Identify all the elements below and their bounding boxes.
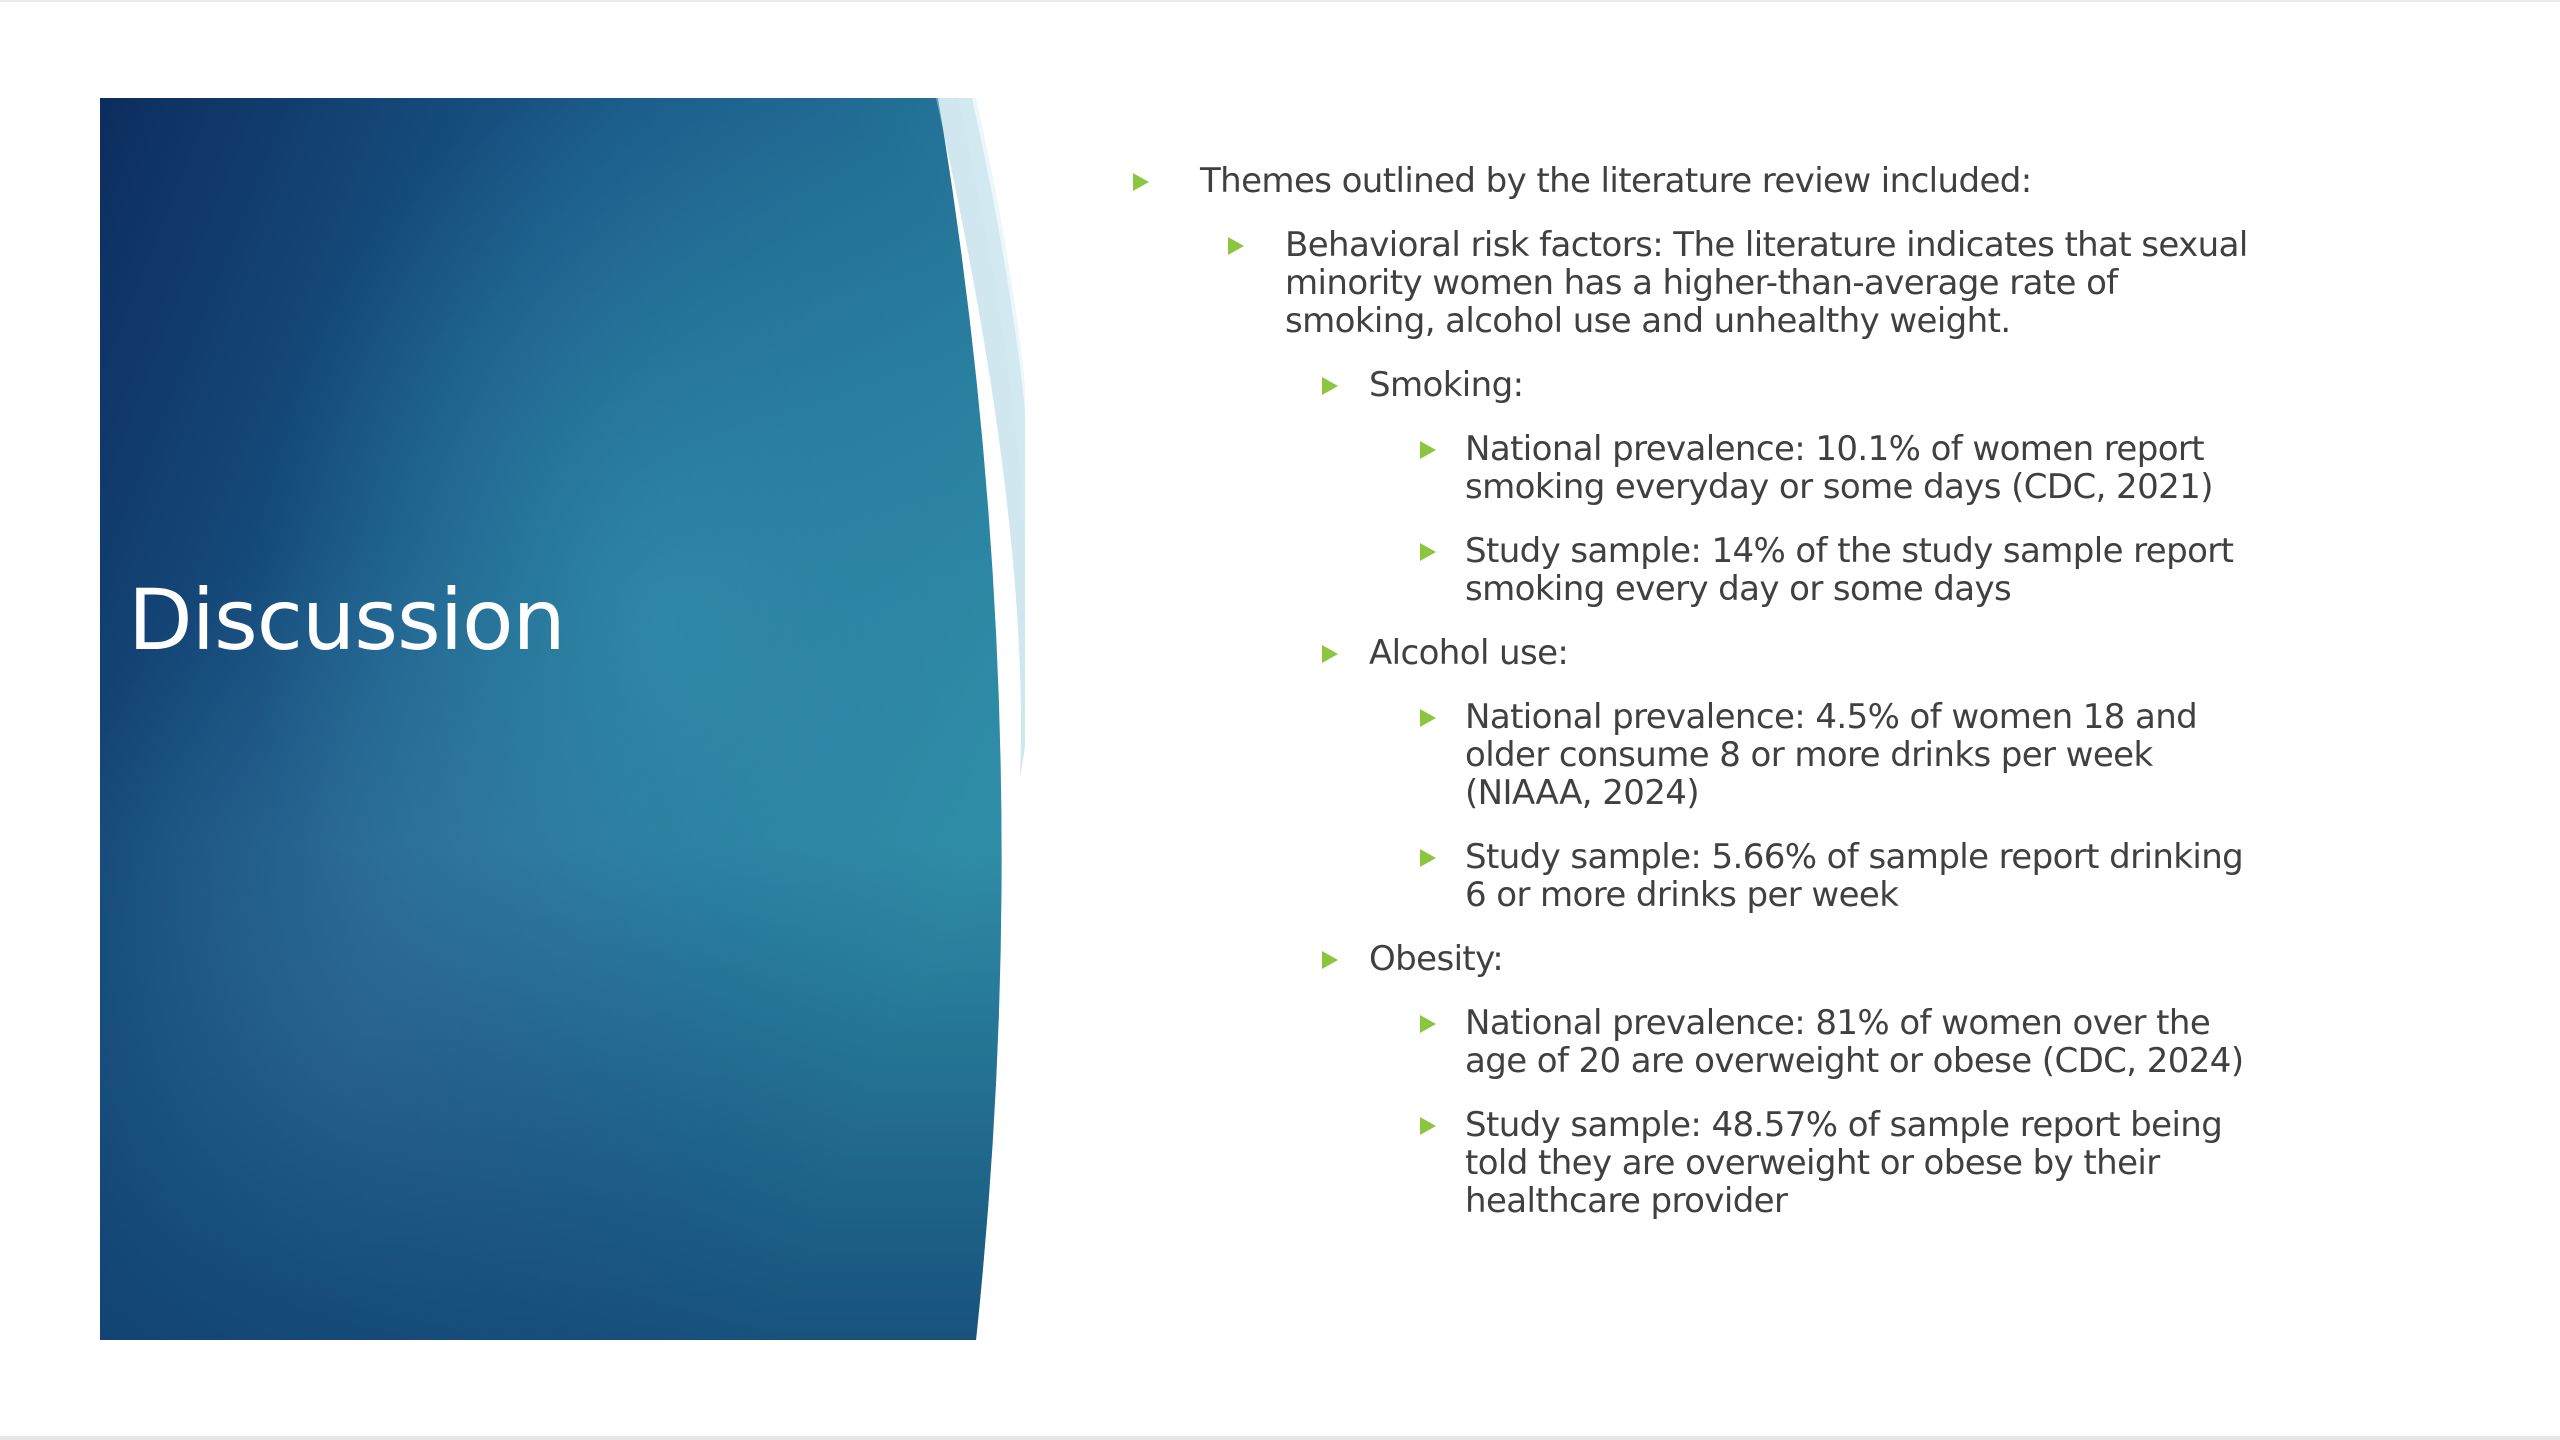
- bullet-themes: [1128, 162, 2268, 200]
- bullet-text: Study sample: 48.57% of sample report being told they are overweight or obese by their healthcare provider: [1465, 1105, 2223, 1221]
- bullet-obesity-sample: [1128, 1106, 2268, 1220]
- bullet-marker-icon: [1420, 1117, 1436, 1135]
- bullet-text: National prevalence: 4.5% of women 18 and older consume 8 or more drinks per week (NIAAA, 2024): [1465, 697, 2198, 813]
- bullet-alcohol-national: [1128, 698, 2268, 812]
- bullet-alcohol-use: [1128, 634, 2268, 672]
- bullet-text: National prevalence: 10.1% of women report smoking everyday or some days (CDC, 2021): [1465, 429, 2213, 507]
- title-panel: [100, 98, 1025, 1340]
- bullet-text: National prevalence: 81% of women over the age of 20 are overweight or obese (CDC, 2024): [1465, 1003, 2244, 1081]
- panel-background: [100, 98, 1025, 1340]
- bullet-obesity-national: [1128, 1004, 2268, 1080]
- bullet-marker-icon: [1322, 951, 1338, 969]
- bottom-border: [0, 1436, 2560, 1440]
- bullet-marker-icon: [1420, 543, 1436, 561]
- bullet-text: Obesity:: [1369, 939, 1504, 979]
- bullet-list: [1128, 162, 2268, 1246]
- bullet-text: Study sample: 5.66% of sample report drinking 6 or more drinks per week: [1465, 837, 2244, 915]
- bullet-obesity: [1128, 940, 2268, 978]
- bullet-marker-icon: [1228, 237, 1244, 255]
- bullet-text: Themes outlined by the literature review included:: [1200, 161, 2032, 201]
- bullet-alcohol-sample: [1128, 838, 2268, 914]
- bullet-smoking: [1128, 366, 2268, 404]
- bullet-marker-icon: [1420, 709, 1436, 727]
- top-border: [0, 0, 2560, 2]
- bullet-marker-icon: [1420, 441, 1436, 459]
- bullet-marker-icon: [1133, 173, 1149, 191]
- bullet-text: Smoking:: [1369, 365, 1524, 405]
- bullet-marker-icon: [1420, 1015, 1436, 1033]
- bullet-smoking-national: [1128, 430, 2268, 506]
- bullet-marker-icon: [1322, 645, 1338, 663]
- bullet-text: Behavioral risk factors: The literature indicates that sexual minority women has a higher-than-average rate of smoking, alcohol use and unhealthy weight.: [1285, 225, 2248, 341]
- slide-title: Discussion: [128, 571, 565, 669]
- bullet-text: Alcohol use:: [1369, 633, 1569, 673]
- bullet-behavioral-risk-factors: [1128, 226, 2268, 340]
- bullet-marker-icon: [1322, 377, 1338, 395]
- bullet-marker-icon: [1420, 849, 1436, 867]
- bullet-text: Study sample: 14% of the study sample report smoking every day or some days: [1465, 531, 2234, 609]
- bullet-smoking-sample: [1128, 532, 2268, 608]
